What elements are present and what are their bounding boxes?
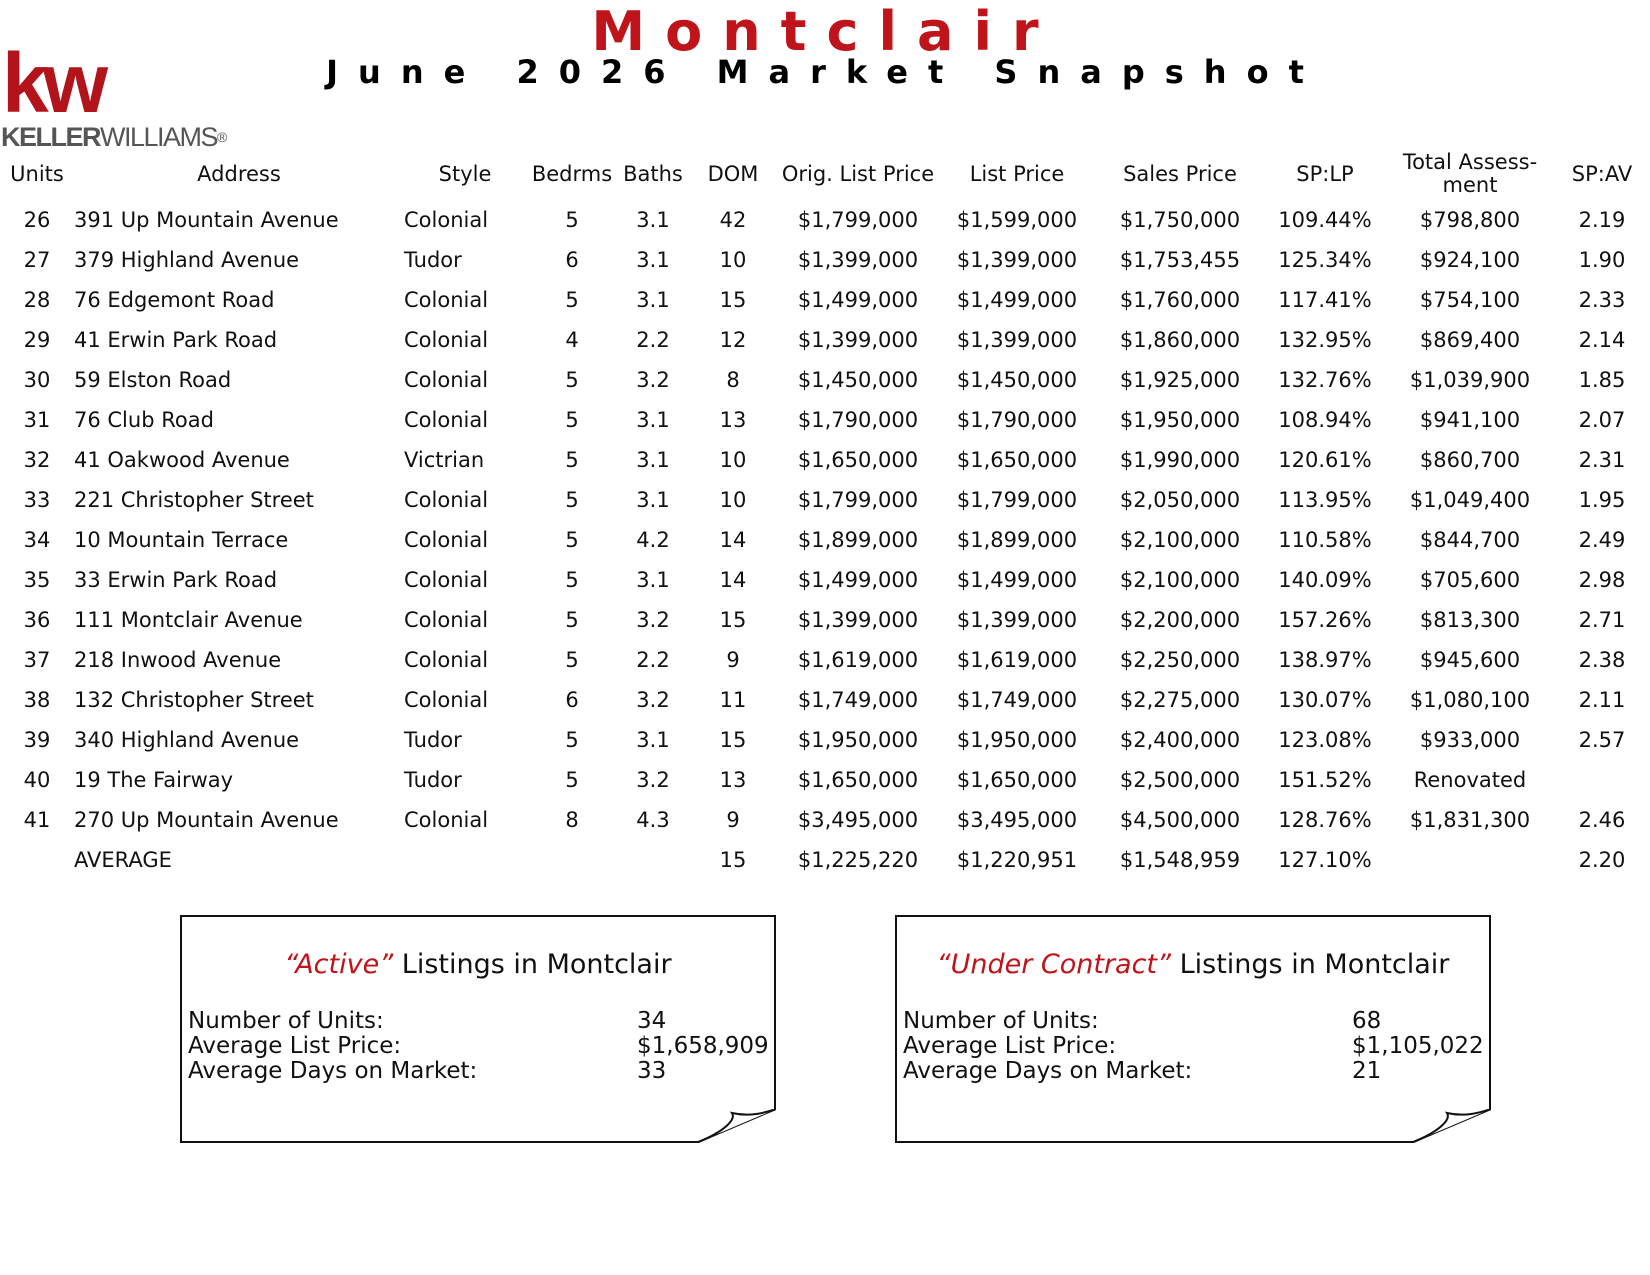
- cell-sales-price: $1,760,000: [1119, 288, 1241, 312]
- cell-orig-list-price: $1,790,000: [797, 408, 919, 432]
- cell-bedrms: 5: [565, 728, 579, 752]
- cell-orig-list-price: $1,799,000: [797, 208, 919, 232]
- cell-bedrms: 5: [565, 528, 579, 552]
- cell-bedrms: 5: [565, 488, 579, 512]
- cell-sp-lp: 132.95%: [1278, 328, 1372, 352]
- contract-price-label: Average List Price:: [903, 1033, 1117, 1059]
- cell-list-price: $1,899,000: [956, 528, 1078, 552]
- cell-sp-av: 2.14: [1578, 328, 1626, 352]
- cell-list-price: $1,950,000: [956, 728, 1078, 752]
- cell-address: 41 Oakwood Avenue: [74, 448, 290, 472]
- cell-address: 41 Erwin Park Road: [74, 328, 278, 352]
- cell-units: 26: [23, 208, 51, 232]
- cell-sales-price: $1,990,000: [1119, 448, 1241, 472]
- cell-list-price: $3,495,000: [956, 808, 1078, 832]
- page-curl-icon: [1411, 1109, 1491, 1143]
- average-orig-list-price: $1,225,220: [797, 848, 919, 872]
- active-listings-title: [182, 949, 774, 980]
- cell-sp-av: 2.49: [1578, 528, 1626, 552]
- cell-bedrms: 5: [565, 568, 579, 592]
- cell-address: 76 Edgemont Road: [74, 288, 275, 312]
- active-listings-box: [180, 915, 776, 1143]
- cell-total-assessment: Renovated: [1413, 768, 1527, 792]
- cell-sp-lp: 157.26%: [1278, 608, 1372, 632]
- cell-style: Colonial: [404, 808, 489, 832]
- cell-sp-lp: 138.97%: [1278, 648, 1372, 672]
- col-header-total-assessment-line2: ment: [1442, 173, 1498, 197]
- cell-sales-price: $2,200,000: [1119, 608, 1241, 632]
- cell-bedrms: 4: [565, 328, 579, 352]
- col-header-units: Units: [10, 161, 64, 186]
- contract-dom-value: 21: [1352, 1058, 1382, 1084]
- col-header-orig-list-price: Orig. List Price: [781, 161, 935, 186]
- cell-style: Colonial: [404, 288, 489, 312]
- cell-units: 34: [23, 528, 51, 552]
- average-style-cell: [404, 840, 526, 880]
- active-listings-title-rest: Listings in Montclair: [393, 949, 672, 980]
- table-header-row: [0, 148, 1650, 200]
- table-row: [0, 440, 1650, 480]
- cell-sp-av: 2.19: [1578, 208, 1626, 232]
- page-title: Montclair: [591, 0, 1059, 63]
- cell-style: Tudor: [404, 728, 462, 752]
- average-bedrms-cell: [526, 840, 618, 880]
- col-header-sales-price: Sales Price: [1123, 161, 1237, 186]
- cell-sp-av: 2.98: [1578, 568, 1626, 592]
- cell-bedrms: 6: [565, 248, 579, 272]
- active-dom-label: Average Days on Market:: [188, 1058, 478, 1084]
- table-row: [0, 560, 1650, 600]
- cell-list-price: $1,799,000: [956, 488, 1078, 512]
- cell-list-price: $1,749,000: [956, 688, 1078, 712]
- cell-list-price: $1,399,000: [956, 608, 1078, 632]
- cell-dom: 15: [719, 608, 747, 632]
- cell-style: Colonial: [404, 568, 489, 592]
- cell-baths: 3.1: [636, 208, 670, 232]
- cell-units: 35: [23, 568, 51, 592]
- cell-orig-list-price: $1,650,000: [797, 448, 919, 472]
- contract-units-label: Number of Units:: [903, 1008, 1099, 1034]
- cell-bedrms: 5: [565, 648, 579, 672]
- logo-name-regular: WILLIAMS: [100, 122, 218, 152]
- cell-list-price: $1,450,000: [956, 368, 1078, 392]
- cell-sales-price: $2,250,000: [1119, 648, 1241, 672]
- cell-orig-list-price: $1,950,000: [797, 728, 919, 752]
- average-sp-av: 2.20: [1578, 848, 1626, 872]
- table-row: [0, 680, 1650, 720]
- cell-list-price: $1,650,000: [956, 448, 1078, 472]
- cell-dom: 10: [719, 488, 747, 512]
- cell-sales-price: $2,050,000: [1119, 488, 1241, 512]
- cell-list-price: $1,790,000: [956, 408, 1078, 432]
- cell-total-assessment: $924,100: [1419, 248, 1521, 272]
- cell-baths: 3.1: [636, 488, 670, 512]
- cell-baths: 3.2: [636, 608, 670, 632]
- cell-orig-list-price: $1,399,000: [797, 328, 919, 352]
- cell-style: Colonial: [404, 528, 489, 552]
- cell-sales-price: $2,500,000: [1119, 768, 1241, 792]
- cell-address: 221 Christopher Street: [74, 488, 314, 512]
- cell-address: 33 Erwin Park Road: [74, 568, 278, 592]
- under-contract-title-highlight: “Under Contract”: [936, 949, 1172, 980]
- cell-units: 37: [23, 648, 51, 672]
- table-row: [0, 320, 1650, 360]
- cell-dom: 9: [726, 808, 740, 832]
- cell-sp-av: 2.31: [1578, 448, 1626, 472]
- col-header-bedrms: Bedrms: [531, 161, 613, 186]
- table-row: [0, 400, 1650, 440]
- cell-baths: 3.1: [636, 248, 670, 272]
- cell-units: 41: [23, 808, 51, 832]
- cell-sp-av: 1.95: [1578, 488, 1626, 512]
- cell-sp-lp: 110.58%: [1278, 528, 1372, 552]
- table-row: [0, 240, 1650, 280]
- cell-baths: 3.1: [636, 728, 670, 752]
- cell-style: Colonial: [404, 328, 489, 352]
- cell-total-assessment: $813,300: [1419, 608, 1521, 632]
- table-row: [0, 720, 1650, 760]
- cell-units: 30: [23, 368, 51, 392]
- cell-list-price: $1,499,000: [956, 288, 1078, 312]
- table-row: [0, 520, 1650, 560]
- cell-dom: 9: [726, 648, 740, 672]
- cell-sales-price: $1,925,000: [1119, 368, 1241, 392]
- table-row: [0, 640, 1650, 680]
- cell-sp-lp: 125.34%: [1278, 248, 1372, 272]
- table-row: [0, 200, 1650, 240]
- cell-baths: 3.2: [636, 688, 670, 712]
- cell-style: Colonial: [404, 488, 489, 512]
- cell-sales-price: $4,500,000: [1119, 808, 1241, 832]
- cell-dom: 12: [719, 328, 747, 352]
- active-listings-title-highlight: “Active”: [284, 949, 394, 980]
- cell-sp-av: 2.46: [1578, 808, 1626, 832]
- active-units-label: Number of Units:: [188, 1008, 384, 1034]
- cell-dom: 15: [719, 728, 747, 752]
- logo-mark: kw: [2, 36, 103, 130]
- cell-style: Colonial: [404, 368, 489, 392]
- active-price-value: $1,658,909: [637, 1033, 769, 1059]
- cell-sales-price: $2,275,000: [1119, 688, 1241, 712]
- cell-sales-price: $2,100,000: [1119, 528, 1241, 552]
- cell-units: 40: [23, 768, 51, 792]
- average-baths-cell: [618, 840, 688, 880]
- cell-bedrms: 5: [565, 448, 579, 472]
- cell-orig-list-price: $1,619,000: [797, 648, 919, 672]
- cell-list-price: $1,619,000: [956, 648, 1078, 672]
- cell-units: 38: [23, 688, 51, 712]
- cell-total-assessment: $1,049,400: [1409, 488, 1531, 512]
- cell-style: Colonial: [404, 208, 489, 232]
- cell-sp-lp: 128.76%: [1278, 808, 1372, 832]
- cell-total-assessment: $1,080,100: [1409, 688, 1531, 712]
- cell-total-assessment: $754,100: [1419, 288, 1521, 312]
- col-header-list-price: List Price: [969, 161, 1065, 186]
- cell-dom: 8: [726, 368, 740, 392]
- contract-units-value: 68: [1352, 1008, 1382, 1034]
- cell-sp-av: 1.85: [1578, 368, 1626, 392]
- cell-dom: 10: [719, 448, 747, 472]
- cell-total-assessment: $860,700: [1419, 448, 1521, 472]
- cell-sp-av: 2.57: [1578, 728, 1626, 752]
- cell-baths: 3.1: [636, 568, 670, 592]
- cell-list-price: $1,650,000: [956, 768, 1078, 792]
- cell-sp-lp: 120.61%: [1278, 448, 1372, 472]
- cell-baths: 3.1: [636, 288, 670, 312]
- cell-sp-lp: 113.95%: [1278, 488, 1372, 512]
- active-units-value: 34: [637, 1008, 667, 1034]
- cell-sp-lp: 140.09%: [1278, 568, 1372, 592]
- cell-baths: 3.1: [636, 448, 670, 472]
- under-contract-listings-box: [895, 915, 1491, 1143]
- col-header-total-assessment: [1386, 148, 1554, 200]
- cell-bedrms: 8: [565, 808, 579, 832]
- table-row: [0, 600, 1650, 640]
- cell-dom: 42: [719, 208, 747, 232]
- cell-address: 379 Highland Avenue: [74, 248, 300, 272]
- cell-sp-lp: 151.52%: [1278, 768, 1372, 792]
- sales-table: [0, 148, 1650, 880]
- cell-total-assessment: $705,600: [1419, 568, 1521, 592]
- cell-sp-av: 2.33: [1578, 288, 1626, 312]
- table-row: [0, 280, 1650, 320]
- cell-orig-list-price: $1,499,000: [797, 288, 919, 312]
- cell-address: 76 Club Road: [74, 408, 214, 432]
- active-dom-value: 33: [637, 1058, 667, 1084]
- cell-units: 33: [23, 488, 51, 512]
- cell-total-assessment: $1,039,900: [1409, 368, 1531, 392]
- cell-baths: 3.2: [636, 368, 670, 392]
- table-row: [0, 360, 1650, 400]
- average-assessment-cell: [1386, 840, 1554, 880]
- cell-address: 132 Christopher Street: [74, 688, 314, 712]
- cell-sp-lp: 117.41%: [1278, 288, 1372, 312]
- table-row: [0, 480, 1650, 520]
- keller-williams-logo: [0, 36, 230, 152]
- cell-dom: 10: [719, 248, 747, 272]
- cell-style: Victrian: [404, 448, 485, 472]
- page-curl-icon: [696, 1109, 776, 1143]
- cell-total-assessment: $933,000: [1419, 728, 1521, 752]
- cell-dom: 13: [719, 768, 747, 792]
- cell-address: 59 Elston Road: [74, 368, 232, 392]
- cell-total-assessment: $844,700: [1419, 528, 1521, 552]
- cell-units: 29: [23, 328, 51, 352]
- col-header-address: Address: [197, 161, 281, 186]
- cell-dom: 14: [719, 528, 747, 552]
- cell-list-price: $1,599,000: [956, 208, 1078, 232]
- cell-address: 270 Up Mountain Avenue: [74, 808, 339, 832]
- cell-total-assessment: $941,100: [1419, 408, 1521, 432]
- col-header-dom: DOM: [707, 161, 759, 186]
- cell-sales-price: $1,950,000: [1119, 408, 1241, 432]
- cell-sp-lp: 123.08%: [1278, 728, 1372, 752]
- cell-address: 111 Montclair Avenue: [74, 608, 303, 632]
- average-list-price: $1,220,951: [956, 848, 1078, 872]
- cell-orig-list-price: $3,495,000: [797, 808, 919, 832]
- cell-dom: 14: [719, 568, 747, 592]
- contract-dom-label: Average Days on Market:: [903, 1058, 1193, 1084]
- active-price-label: Average List Price:: [188, 1033, 402, 1059]
- contract-price-value: $1,105,022: [1352, 1033, 1484, 1059]
- cell-address: 218 Inwood Avenue: [74, 648, 282, 672]
- logo-registered: ®: [217, 129, 226, 145]
- cell-bedrms: 5: [565, 408, 579, 432]
- cell-dom: 15: [719, 288, 747, 312]
- cell-sp-lp: 132.76%: [1278, 368, 1372, 392]
- table-row: [0, 760, 1650, 800]
- cell-sales-price: $1,753,455: [1119, 248, 1241, 272]
- average-sp-lp: 127.10%: [1278, 848, 1372, 872]
- cell-baths: 4.3: [636, 808, 670, 832]
- cell-sp-av: 1.90: [1578, 248, 1626, 272]
- logo-name-bold: KELLER: [1, 122, 100, 152]
- cell-total-assessment: $869,400: [1419, 328, 1521, 352]
- cell-orig-list-price: $1,450,000: [797, 368, 919, 392]
- cell-units: 28: [23, 288, 51, 312]
- cell-style: Colonial: [404, 608, 489, 632]
- cell-address: 10 Mountain Terrace: [74, 528, 289, 552]
- cell-sales-price: $1,860,000: [1119, 328, 1241, 352]
- col-header-baths: Baths: [623, 161, 683, 186]
- cell-orig-list-price: $1,749,000: [797, 688, 919, 712]
- cell-sp-av: [1554, 760, 1650, 800]
- cell-list-price: $1,399,000: [956, 328, 1078, 352]
- cell-units: 27: [23, 248, 51, 272]
- cell-sales-price: $2,400,000: [1119, 728, 1241, 752]
- cell-baths: 2.2: [636, 328, 670, 352]
- average-sales-price: $1,548,959: [1119, 848, 1241, 872]
- cell-style: Tudor: [404, 248, 462, 272]
- average-label: AVERAGE: [74, 848, 172, 872]
- cell-orig-list-price: $1,899,000: [797, 528, 919, 552]
- cell-units: 36: [23, 608, 51, 632]
- cell-baths: 4.2: [636, 528, 670, 552]
- cell-style: Tudor: [404, 768, 462, 792]
- cell-sp-lp: 109.44%: [1278, 208, 1372, 232]
- cell-style: Colonial: [404, 648, 489, 672]
- cell-orig-list-price: $1,399,000: [797, 248, 919, 272]
- cell-list-price: $1,499,000: [956, 568, 1078, 592]
- cell-address: 340 Highland Avenue: [74, 728, 300, 752]
- cell-orig-list-price: $1,650,000: [797, 768, 919, 792]
- under-contract-title-rest: Listings in Montclair: [1171, 949, 1450, 980]
- cell-units: 32: [23, 448, 51, 472]
- cell-sp-lp: 108.94%: [1278, 408, 1372, 432]
- cell-sp-av: 2.07: [1578, 408, 1626, 432]
- cell-orig-list-price: $1,499,000: [797, 568, 919, 592]
- table-average-row: [0, 840, 1650, 880]
- under-contract-title: [897, 949, 1489, 980]
- cell-total-assessment: $945,600: [1419, 648, 1521, 672]
- cell-sales-price: $1,750,000: [1119, 208, 1241, 232]
- cell-total-assessment: $798,800: [1419, 208, 1521, 232]
- cell-bedrms: 5: [565, 368, 579, 392]
- cell-orig-list-price: $1,399,000: [797, 608, 919, 632]
- table-row: [0, 800, 1650, 840]
- cell-bedrms: 5: [565, 608, 579, 632]
- cell-units: 39: [23, 728, 51, 752]
- cell-bedrms: 5: [565, 768, 579, 792]
- cell-bedrms: 5: [565, 288, 579, 312]
- cell-total-assessment: $1,831,300: [1409, 808, 1531, 832]
- cell-sales-price: $2,100,000: [1119, 568, 1241, 592]
- cell-address: 19 The Fairway: [74, 768, 234, 792]
- cell-dom: 13: [719, 408, 747, 432]
- cell-dom: 11: [719, 688, 747, 712]
- cell-bedrms: 6: [565, 688, 579, 712]
- cell-style: Colonial: [404, 688, 489, 712]
- cell-orig-list-price: $1,799,000: [797, 488, 919, 512]
- cell-bedrms: 5: [565, 208, 579, 232]
- average-dom: 15: [719, 848, 747, 872]
- col-header-sp-lp: SP:LP: [1296, 161, 1354, 186]
- cell-sp-av: 2.11: [1578, 688, 1626, 712]
- cell-baths: 3.2: [636, 768, 670, 792]
- average-units-cell: [0, 840, 74, 880]
- cell-baths: 2.2: [636, 648, 670, 672]
- cell-sp-av: 2.71: [1578, 608, 1626, 632]
- cell-units: 31: [23, 408, 51, 432]
- cell-sp-av: 2.38: [1578, 648, 1626, 672]
- cell-sp-lp: 130.07%: [1278, 688, 1372, 712]
- col-header-total-assessment-line1: Total Assess-: [1402, 150, 1538, 174]
- col-header-sp-av: SP:AV: [1571, 161, 1633, 186]
- cell-address: 391 Up Mountain Avenue: [74, 208, 339, 232]
- col-header-style: Style: [438, 161, 492, 186]
- page-subtitle: June 2026 Market Snapshot: [326, 53, 1324, 91]
- cell-style: Colonial: [404, 408, 489, 432]
- cell-list-price: $1,399,000: [956, 248, 1078, 272]
- cell-baths: 3.1: [636, 408, 670, 432]
